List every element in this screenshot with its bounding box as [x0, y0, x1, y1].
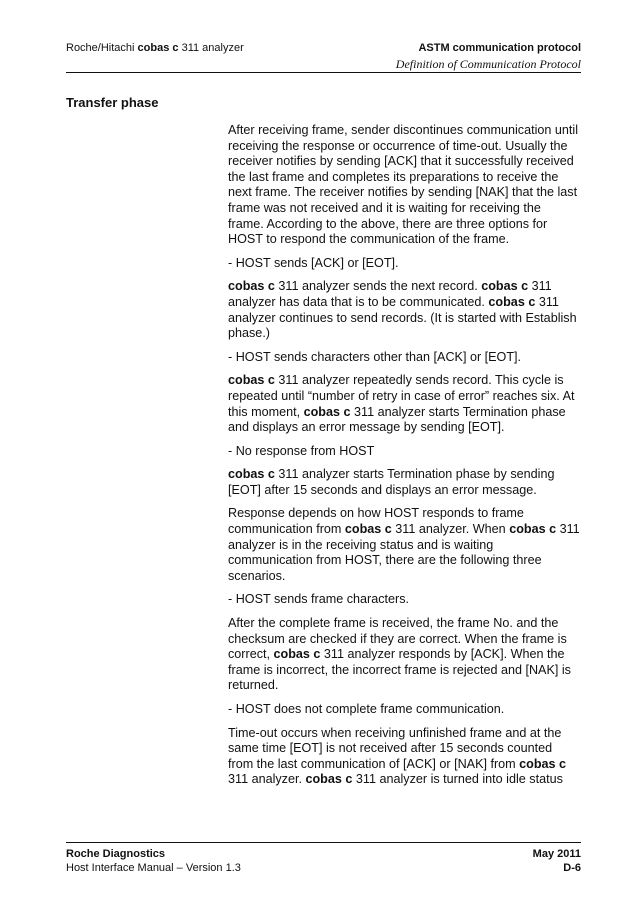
- text-segment: Response depends on how HOST responds to frame communication from: [228, 506, 524, 537]
- body-paragraph: [228, 256, 580, 272]
- text-segment: 311 analyzer starts Termination phase and displays an error message by sending [EOT].: [228, 404, 566, 435]
- footer-divider: [66, 842, 581, 843]
- product-name-bold: cobas c: [303, 404, 351, 419]
- body-paragraph: [228, 506, 580, 584]
- text-segment: - No response from HOST: [228, 443, 375, 458]
- text-segment: 311 analyzer is turned into idle status: [352, 772, 563, 787]
- text-segment: 311 analyzer continues to send records. (It is started with Establish phase.): [228, 294, 577, 341]
- text-segment: 311 analyzer starts Termination phase by sending [EOT] after 15 seconds and displays an error message.: [228, 467, 555, 497]
- body-paragraph: [228, 279, 580, 341]
- text-segment: Time-out occurs when receiving unfinished frame and at the same time [EOT] is not received after 15 seconds counted from the last communication of [ACK] or [NAK] from: [228, 725, 562, 771]
- body-paragraph: [228, 726, 580, 788]
- footer-company: Roche Diagnostics: [66, 848, 166, 860]
- text-segment: 311 analyzer has data that is to be communicated.: [228, 279, 552, 309]
- text-segment: 311 analyzer. When: [391, 522, 510, 537]
- body-paragraph: [228, 592, 580, 608]
- header-product: [66, 42, 244, 54]
- text-segment: - HOST sends characters other than [ACK] or [EOT].: [228, 349, 522, 364]
- text-segment: - HOST does not complete frame communication.: [228, 702, 505, 716]
- header-divider: [66, 72, 581, 73]
- body-paragraph: [228, 123, 580, 248]
- product-name-bold: cobas c: [509, 522, 557, 537]
- header-product-prefix: Roche/Hitachi: [66, 42, 138, 54]
- body-paragraph: [228, 616, 580, 694]
- body-paragraph: [228, 373, 580, 435]
- footer-manual-version: Host Interface Manual – Version 1.3: [66, 862, 241, 874]
- product-name-bold: cobas c: [228, 467, 275, 482]
- text-segment: 311 analyzer responds by [ACK]. When the frame is incorrect, the incorrect frame is rejected and [NAK] is returned.: [228, 647, 571, 693]
- header-protocol-title: ASTM communication protocol: [418, 42, 581, 54]
- footer-date: May 2011: [532, 848, 581, 860]
- product-name-bold: cobas c: [228, 279, 275, 294]
- text-segment: 311 analyzer.: [228, 772, 306, 787]
- header-product-bold: cobas c: [137, 42, 179, 54]
- body-paragraph: [228, 444, 580, 460]
- product-name-bold: cobas c: [344, 522, 392, 537]
- product-name-bold: cobas c: [305, 772, 353, 787]
- header-chapter-title: Definition of Communication Protocol: [395, 57, 581, 71]
- product-name-bold: cobas c: [273, 647, 321, 662]
- text-segment: 311 analyzer is in the receiving status and is waiting communication from HOST, there are the following three scenarios.: [228, 522, 580, 583]
- product-name-bold: cobas c: [519, 756, 567, 771]
- text-segment: 311 analyzer sends the next record.: [274, 279, 482, 294]
- section-title: Transfer phase: [66, 95, 159, 110]
- body-text: [228, 123, 580, 796]
- product-name-bold: cobas c: [481, 279, 529, 294]
- product-name-bold: cobas c: [228, 373, 275, 388]
- text-segment: After receiving frame, sender discontinues communication until receiving the response or occurrence of time-out. Usually the receiver notifies by sending [ACK] that it successfully received the last frame and completes its preparations to receive the next frame. The receiver notifies by sending [NAK] that the last frame was not received and it is waiting for receiving the frame. According to the above, there are three options for HOST to respond the communication of the frame.: [228, 123, 578, 247]
- text-segment: 311 analyzer repeatedly sends record. This cycle is repeated until “number of retry in case of error” reaches six. At this moment,: [228, 373, 575, 419]
- product-name-bold: cobas c: [488, 294, 536, 309]
- text-segment: After the complete frame is received, the frame No. and the checksum are checked if they are correct. When the frame is correct,: [228, 616, 567, 662]
- body-paragraph: [228, 467, 580, 498]
- body-paragraph: [228, 350, 580, 366]
- footer-page-number: D-6: [563, 862, 581, 874]
- text-segment: - HOST sends [ACK] or [EOT].: [228, 255, 399, 270]
- body-paragraph: [228, 702, 580, 718]
- text-segment: - HOST sends frame characters.: [228, 592, 410, 607]
- header-product-suffix: 311 analyzer: [178, 42, 244, 54]
